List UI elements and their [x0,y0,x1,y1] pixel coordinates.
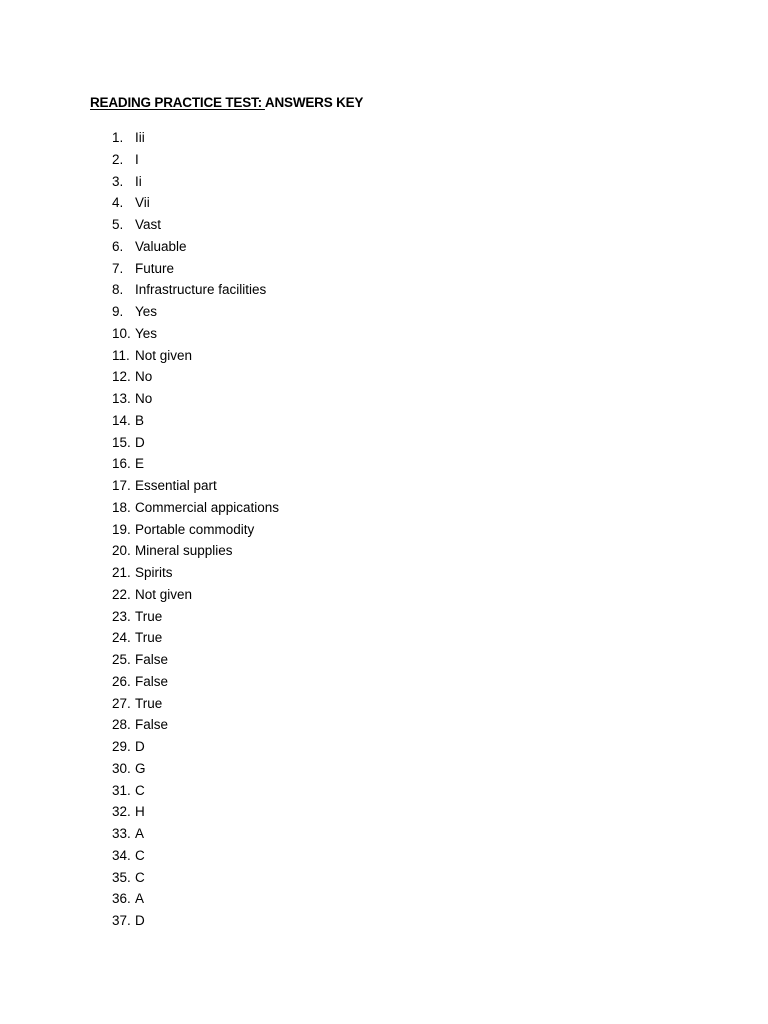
answer-number: 17. [112,478,131,493]
answer-text: G [135,760,146,776]
answer-item [0,302,400,322]
answer-item [0,541,400,561]
answer-text: I [135,151,139,167]
answer-text: Commercial appications [135,499,280,515]
answer-item [0,128,400,148]
answer-number: 14. [112,412,131,428]
answer-item [0,889,400,909]
answer-item [0,324,400,344]
answer-number: 20. [112,543,131,559]
answer-item [0,868,400,888]
answer-number: 36. [112,891,131,907]
answer-number: 13. [112,391,131,406]
answer-number: 15. [112,434,131,450]
answer-item [0,215,400,235]
answer-text: Future [135,260,175,276]
answer-text: Infrastructure facilities [135,282,267,298]
answer-text: True [135,630,163,646]
answer-text: Mineral supplies [135,543,233,559]
answer-number: 24. [112,630,131,646]
answer-item [0,346,400,366]
answer-number: 2. [112,151,124,167]
answer-number: 26. [112,673,131,689]
answer-text: E [135,456,145,472]
answer-text: D [135,739,145,754]
answer-number: 10. [112,325,131,341]
answer-number: 22. [112,586,131,602]
answer-number: 35. [112,869,131,885]
answer-text: Essential part [135,478,217,493]
title-rest-part: ANSWERS KEY [264,95,364,110]
answer-text: Ii [135,173,142,189]
answer-item [0,781,400,801]
answer-item [0,715,400,735]
answer-item [0,172,400,192]
answer-item [0,454,400,474]
answer-text: Portable commodity [135,521,255,537]
answer-text: True [135,695,163,711]
answer-item [0,367,400,387]
answer-item [0,607,400,627]
answer-text: False [135,652,169,667]
answer-item [0,193,400,213]
answer-number: 9. [112,304,124,319]
answer-text: Not given [135,347,193,363]
answer-text: Yes [135,304,158,319]
answer-text: Not given [135,586,193,602]
answer-number: 29. [112,739,131,754]
answer-item [0,150,400,170]
answer-item [0,433,400,453]
answer-item [0,520,400,540]
answer-item [0,694,400,714]
answer-number: 16. [112,456,131,472]
answer-text: C [135,847,145,863]
answer-text: No [135,369,153,385]
answer-text: Spirits [135,565,173,580]
answer-item [0,476,400,496]
answer-text: A [135,891,145,907]
answer-item [0,802,400,822]
answer-number: 25. [112,652,131,667]
answer-item [0,628,400,648]
answer-number: 27. [112,695,131,711]
answer-text: A [135,826,145,841]
answer-text: D [135,434,145,450]
answer-item [0,389,400,409]
answer-number: 11. [112,347,130,363]
answer-item [0,759,400,779]
answer-text: Vii [135,195,150,211]
answer-item [0,259,400,279]
answer-number: 34. [112,847,131,863]
answer-text: C [135,782,145,798]
page-title [90,94,363,112]
answer-number: 3. [112,173,124,189]
answer-text: Valuable [135,238,187,254]
answer-text: No [135,391,153,406]
answer-number: 31. [112,782,131,798]
answer-item [0,237,400,257]
answer-number: 23. [112,608,131,624]
answer-text: False [135,673,169,689]
answer-item [0,672,400,692]
answer-text: Iii [135,130,145,145]
answer-text: B [135,412,145,428]
answer-number: 12. [112,369,131,385]
title-underlined-part: READING PRACTICE TEST: [90,95,265,110]
answer-text: Yes [135,325,158,341]
answer-number: 33. [112,826,131,841]
answer-item [0,911,400,931]
answer-number: 18. [112,499,131,515]
answer-number: 19. [112,521,131,537]
answer-number: 8. [112,282,124,298]
answer-text: False [135,717,169,733]
answer-number: 5. [112,217,124,232]
answer-item [0,846,400,866]
answer-text: H [135,804,145,820]
answer-number: 32. [112,804,131,820]
answer-item [0,498,400,518]
answer-number: 37. [112,913,131,928]
answer-text: C [135,869,145,885]
answer-number: 30. [112,760,131,776]
answer-item [0,650,400,670]
answer-item [0,563,400,583]
answer-item [0,824,400,844]
answer-number: 4. [112,195,124,211]
answer-item [0,411,400,431]
answer-number: 1. [112,130,124,145]
answer-item [0,737,400,757]
answer-text: True [135,608,163,624]
answer-number: 28. [112,717,131,733]
answer-item [0,280,400,300]
answer-text: D [135,913,145,928]
answer-item [0,585,400,605]
answer-number: 6. [112,238,124,254]
answer-number: 7. [112,260,124,276]
answer-number: 21. [112,565,131,580]
answer-text: Vast [135,217,162,232]
